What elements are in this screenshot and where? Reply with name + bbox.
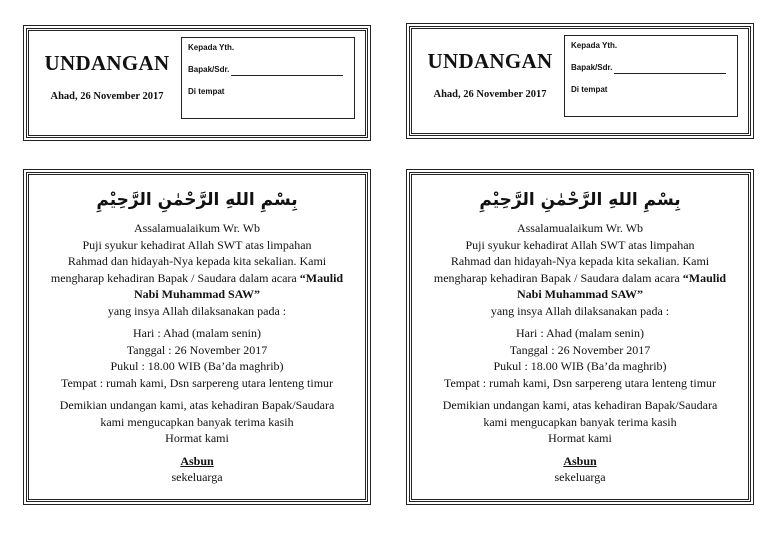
body-line-3 xyxy=(412,270,748,287)
envelope-title: UNDANGAN xyxy=(44,51,170,75)
recipient-row xyxy=(571,62,731,84)
body-line-4: yang insya Allah dilaksanakan pada : xyxy=(490,303,670,318)
closing-line-1: Demikian undangan kami, atas kehadiran Bapak/Saudara xyxy=(59,398,335,412)
host-name: Asbun xyxy=(563,453,597,468)
recipient-label: Bapak/Sdr. xyxy=(188,65,230,74)
event-name-part-2: Nabi Muhammad SAW” xyxy=(133,287,261,301)
greeting: Assalamualaikum Wr. Wb xyxy=(516,221,644,235)
closing-line-3: Hormat kami xyxy=(548,431,612,445)
event-name-part-2: Nabi Muhammad SAW” xyxy=(516,287,644,301)
host-family: sekeluarga xyxy=(171,470,223,484)
address-box xyxy=(564,35,738,117)
address-box xyxy=(181,37,355,119)
envelope-date: Ahad, 26 November 2017 xyxy=(50,91,164,102)
basmala-text: بِسْمِ اللهِ الرَّحْمٰنِ الرَّحِيْمِ xyxy=(96,190,298,210)
body-line-3-text: mengharap kehadiran Bapak / Saudara dalam acara xyxy=(433,270,680,285)
basmala-calligraphy xyxy=(82,180,312,216)
host-family: sekeluarga xyxy=(554,470,606,484)
closing-line-1: Demikian undangan kami, atas kehadiran Bapak/Saudara xyxy=(442,398,718,412)
envelope-title: UNDANGAN xyxy=(427,49,553,73)
detail-tanggal: Tanggal : 26 November 2017 xyxy=(126,342,268,357)
body-line-4: yang insya Allah dilaksanakan pada : xyxy=(107,303,287,318)
body-line-3-text: mengharap kehadiran Bapak / Saudara dalam acara xyxy=(50,270,297,285)
closing-line-2: kami mengucapkan banyak terima kasih xyxy=(100,414,294,429)
envelope-card-right xyxy=(409,26,751,136)
to-label: Kepada Yth. xyxy=(188,43,235,52)
event-name-part-1: “Maulid xyxy=(299,270,344,285)
body-line-1: Puji syukur kehadirat Allah SWT atas limpahan xyxy=(82,237,312,252)
invitation-card-right xyxy=(409,172,751,502)
detail-tempat: Tempat : rumah kami, Dsn sarpereng utara lenteng timur xyxy=(60,375,334,390)
recipient-blank-line xyxy=(614,73,726,74)
envelope-date: Ahad, 26 November 2017 xyxy=(433,89,547,100)
closing-line-2: kami mengucapkan banyak terima kasih xyxy=(483,414,677,429)
body-line-1: Puji syukur kehadirat Allah SWT atas limpahan xyxy=(465,237,695,252)
location-label: Di tempat xyxy=(188,87,225,96)
detail-hari: Hari : Ahad (malam senin) xyxy=(516,326,644,340)
basmala-text: بِسْمِ اللهِ الرَّحْمٰنِ الرَّحِيْمِ xyxy=(479,190,681,210)
detail-pukul: Pukul : 18.00 WIB (Ba’da maghrib) xyxy=(493,359,667,373)
recipient-row xyxy=(188,64,348,86)
body-line-2: Rahmad dan hidayah-Nya kepada kita sekalian. Kami xyxy=(450,254,710,268)
location-label: Di tempat xyxy=(571,85,608,94)
invitation-card-left xyxy=(26,172,368,502)
envelope-card-left xyxy=(26,28,368,138)
recipient-blank-line xyxy=(231,75,343,76)
body-line-3 xyxy=(29,270,365,287)
detail-tempat: Tempat : rumah kami, Dsn sarpereng utara lenteng timur xyxy=(443,375,717,390)
to-label: Kepada Yth. xyxy=(571,41,618,50)
closing-line-3: Hormat kami xyxy=(165,431,229,445)
basmala-calligraphy xyxy=(465,180,695,216)
detail-hari: Hari : Ahad (malam senin) xyxy=(133,326,261,340)
body-line-2: Rahmad dan hidayah-Nya kepada kita sekalian. Kami xyxy=(67,254,327,268)
recipient-label: Bapak/Sdr. xyxy=(571,63,613,72)
event-name-part-1: “Maulid xyxy=(682,270,727,285)
detail-tanggal: Tanggal : 26 November 2017 xyxy=(509,342,651,357)
detail-pukul: Pukul : 18.00 WIB (Ba’da maghrib) xyxy=(110,359,284,373)
greeting: Assalamualaikum Wr. Wb xyxy=(133,221,261,235)
host-name: Asbun xyxy=(180,453,214,468)
